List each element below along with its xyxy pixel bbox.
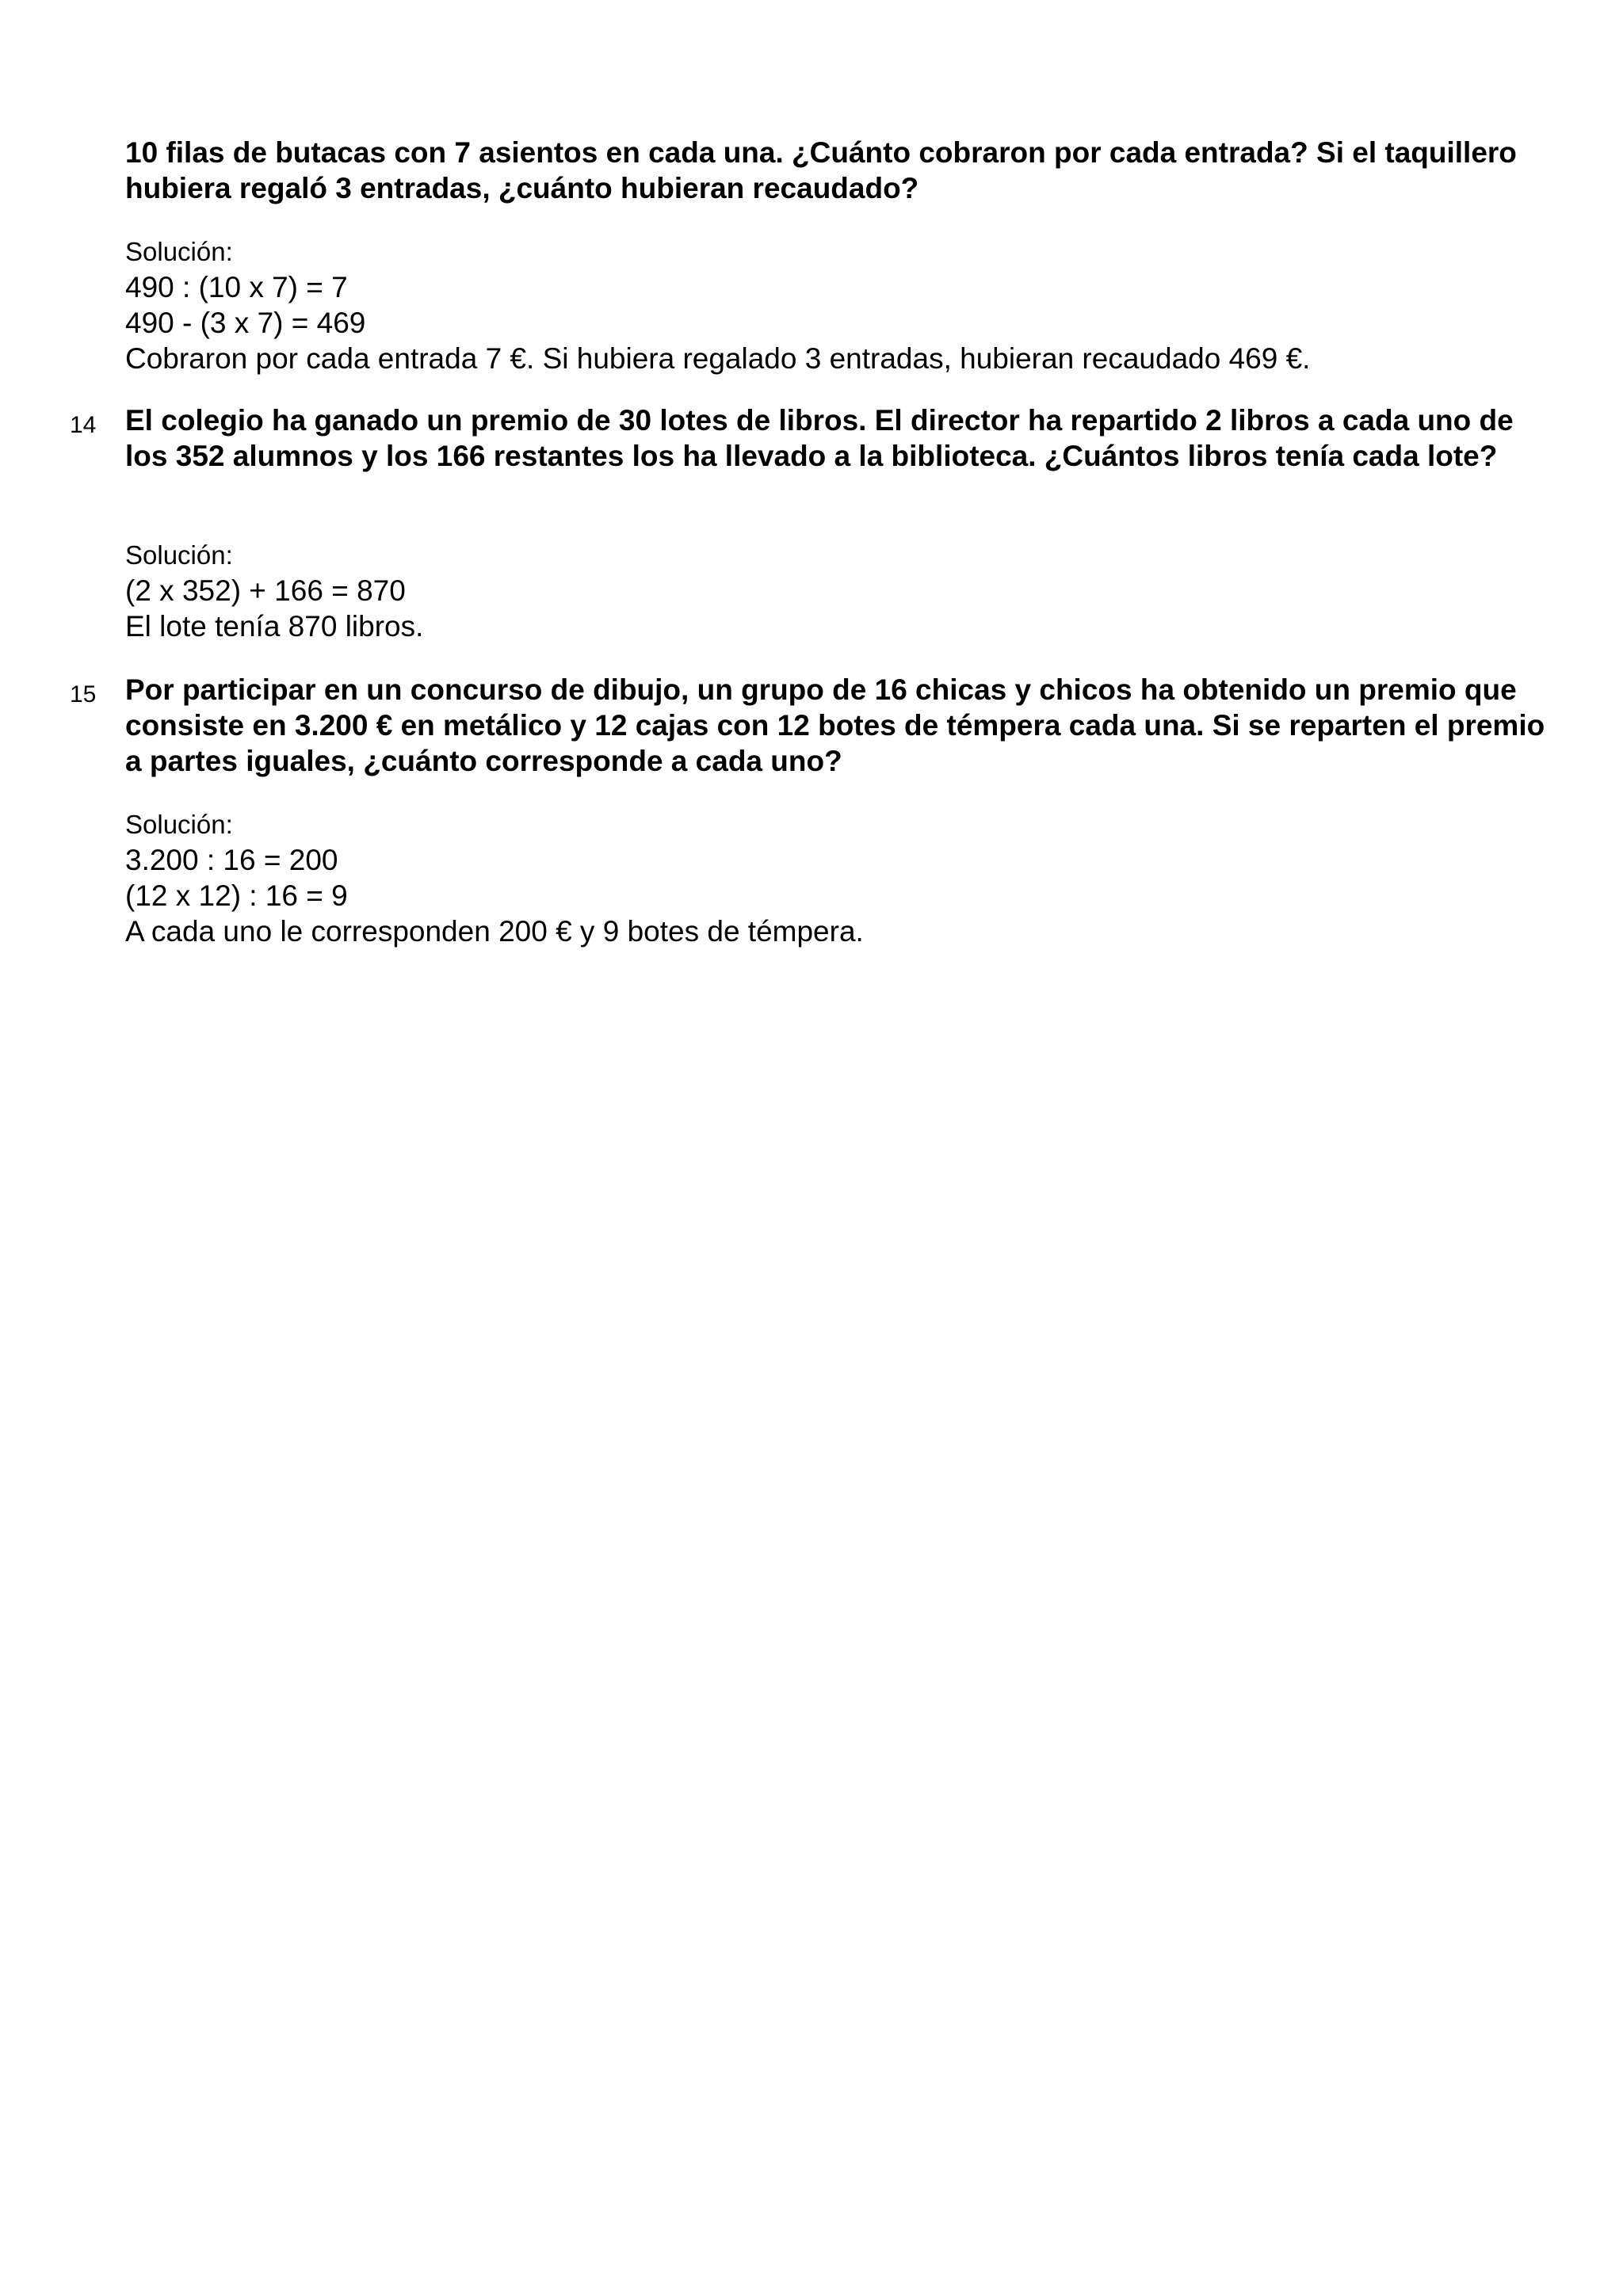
problem-question: El colegio ha ganado un premio de 30 lotes de libros. El director ha repartido 2 libros a cada uno de los 352 alumnos y los 166 restantes los ha llevado a la biblioteca. ¿Cuántos libros tenía cada lote? bbox=[125, 404, 1514, 472]
solution-line: (12 x 12) : 16 = 9 bbox=[125, 879, 348, 912]
solution-label: Solución: bbox=[125, 540, 233, 570]
solution-line: (2 x 352) + 166 = 870 bbox=[125, 574, 406, 607]
solution-block bbox=[125, 234, 1552, 376]
solution-label: Solución: bbox=[125, 237, 233, 266]
solution-line: 490 - (3 x 7) = 469 bbox=[125, 307, 366, 339]
solution-answer: Cobraron por cada entrada 7 €. Si hubiera regalado 3 entradas, hubieran recaudado 469 €. bbox=[125, 342, 1311, 375]
problem-question: Por participar en un concurso de dibujo, un grupo de 16 chicas y chicos ha obtenido un premio que consiste en 3.200 € en metálico y 12 cajas con 12 botes de témpera cada una. Si se reparten el premio a partes iguales, ¿cuánto corresponde a cada uno? bbox=[125, 673, 1545, 777]
solution-answer: A cada uno le corresponden 200 € y 9 botes de témpera. bbox=[125, 915, 864, 948]
solution-answer: El lote tenía 870 libros. bbox=[125, 610, 424, 643]
solution-block bbox=[125, 807, 1552, 949]
problem-question: 10 filas de butacas con 7 asientos en cada una. ¿Cuánto cobraron por cada entrada? Si el taquillero hubiera regaló 3 entradas, ¿cuánto hubieran recaudado? bbox=[125, 136, 1517, 204]
solution-label: Solución: bbox=[125, 810, 233, 839]
problem-number: 15 bbox=[70, 681, 97, 707]
solution-line: 490 : (10 x 7) = 7 bbox=[125, 271, 348, 303]
problem-number: 14 bbox=[70, 412, 97, 438]
solution-block bbox=[125, 537, 1552, 644]
solution-line: 3.200 : 16 = 200 bbox=[125, 844, 338, 876]
